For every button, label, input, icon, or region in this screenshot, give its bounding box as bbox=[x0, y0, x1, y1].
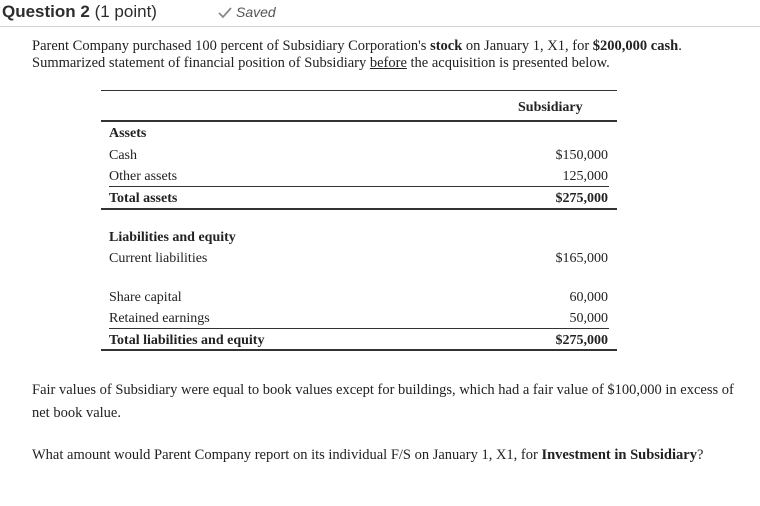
share-capital-label: Share capital bbox=[109, 290, 182, 305]
other-assets-label: Other assets bbox=[109, 169, 178, 184]
current-liabilities-label: Current liabilities bbox=[109, 251, 208, 266]
intro-text-1: Parent Company purchased 100 percent of Subsidiary Corporation's bbox=[32, 38, 431, 54]
retained-earnings-label: Retained earnings bbox=[109, 311, 210, 326]
question-label: Question 2 bbox=[2, 2, 90, 21]
total-assets-bottom-rule bbox=[101, 208, 617, 210]
question-title bbox=[2, 2, 157, 22]
saved-status bbox=[218, 4, 276, 20]
intro-text-2: on January 1, X1, for bbox=[462, 38, 593, 54]
question-text-1: What amount would Parent Company report on its individual F/S on January 1, X1, for bbox=[32, 447, 542, 463]
liabilities-heading: Liabilities and equity bbox=[109, 230, 236, 245]
intro-bold-cash: $200,000 cash bbox=[592, 38, 679, 54]
cash-label: Cash bbox=[109, 148, 137, 163]
share-capital-value: 60,000 bbox=[569, 290, 608, 305]
question-paragraph bbox=[32, 444, 750, 467]
intro-underline-before: before bbox=[369, 55, 407, 71]
total-le-top-rule bbox=[109, 328, 609, 329]
saved-label: Saved bbox=[236, 4, 276, 20]
question-bold-investment: Investment in Subsidiary bbox=[541, 447, 697, 463]
assets-heading: Assets bbox=[109, 126, 147, 141]
table-top-rule bbox=[101, 90, 617, 91]
total-assets-value: $275,000 bbox=[555, 191, 608, 206]
intro-bold-stock: stock bbox=[430, 38, 463, 54]
column-header-subsidiary: Subsidiary bbox=[518, 100, 583, 115]
current-liabilities-value: $165,000 bbox=[555, 251, 608, 266]
intro-text-4: the acquisition is presented below. bbox=[406, 55, 610, 71]
header-divider bbox=[0, 26, 760, 27]
table-bottom-rule bbox=[101, 349, 617, 351]
fair-value-paragraph: Fair values of Subsidiary were equal to book values except for buildings, which had a fair value of $100,000 in excess of net book value. bbox=[32, 382, 734, 421]
retained-earnings-value: 50,000 bbox=[569, 311, 608, 326]
intro-paragraph bbox=[32, 38, 744, 72]
intro-text-3: . Summarized statement of financial position of Subsidiary bbox=[32, 38, 682, 71]
cash-value: $150,000 bbox=[555, 148, 608, 163]
checkmark-icon bbox=[218, 7, 232, 19]
header-rule bbox=[101, 120, 617, 122]
question-header bbox=[0, 0, 760, 26]
question-points: (1 point) bbox=[94, 2, 157, 21]
question-text-2: ? bbox=[696, 447, 704, 463]
total-assets-label: Total assets bbox=[109, 191, 178, 206]
total-assets-top-rule bbox=[109, 186, 609, 187]
total-le-value: $275,000 bbox=[555, 333, 608, 348]
total-le-label: Total liabilities and equity bbox=[109, 333, 265, 348]
other-assets-value: 125,000 bbox=[562, 169, 608, 184]
